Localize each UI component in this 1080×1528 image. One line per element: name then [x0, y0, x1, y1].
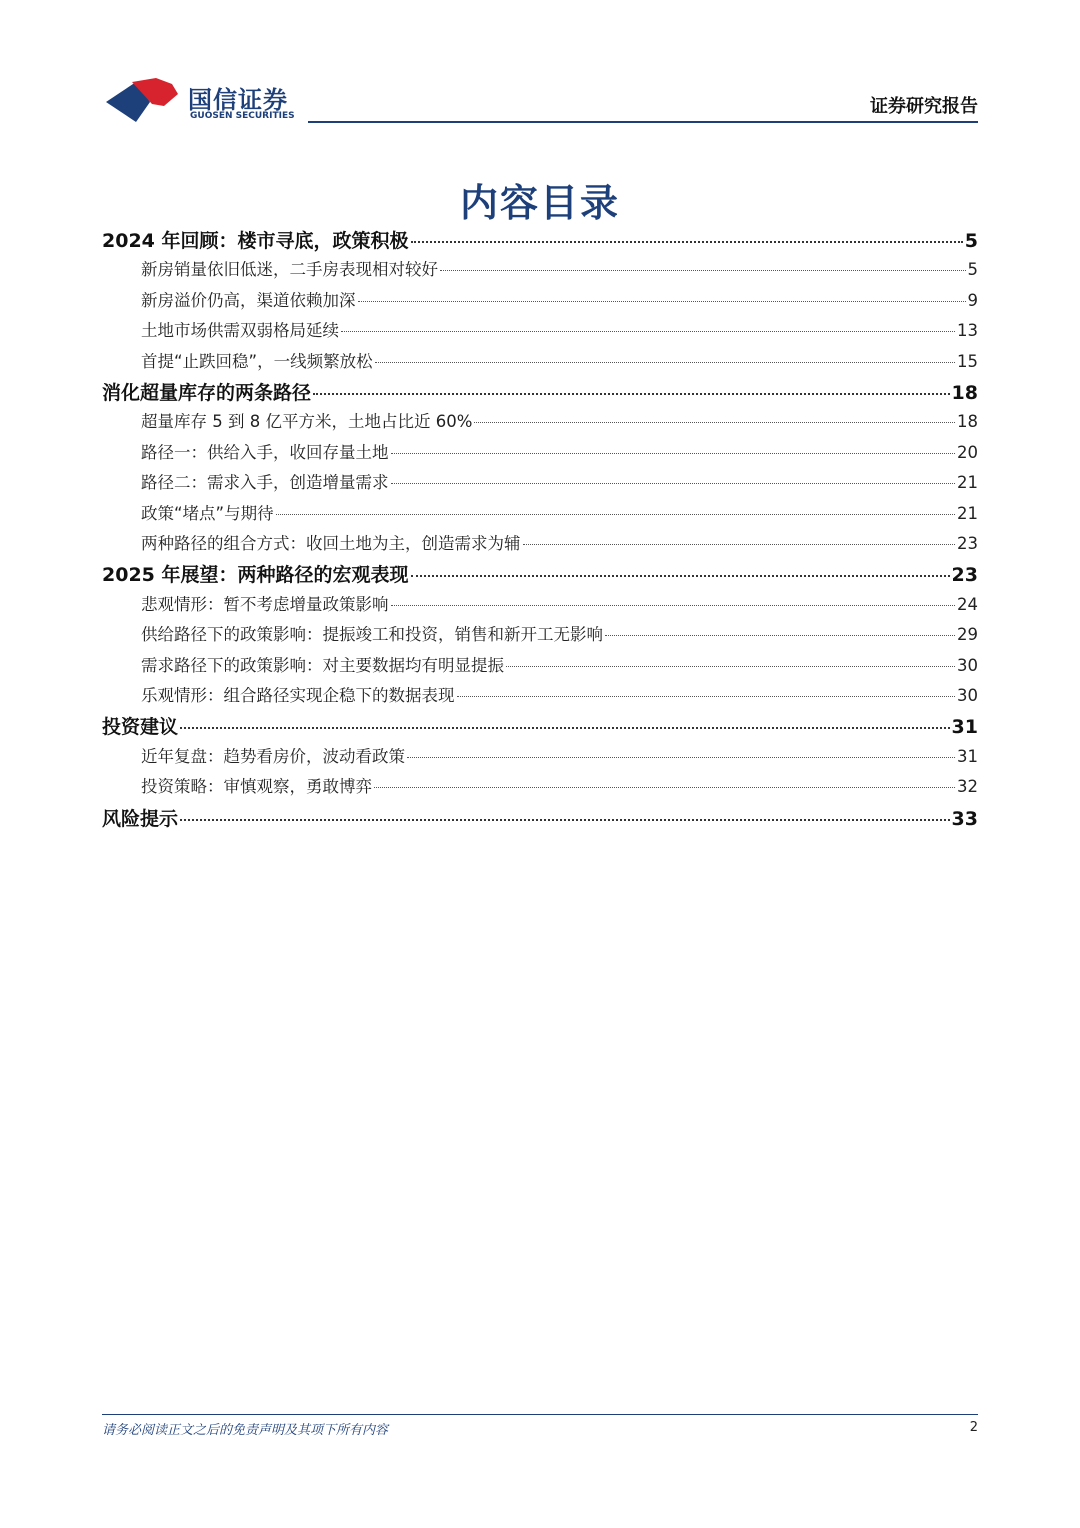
toc-entry-label: 风险提示: [102, 808, 179, 830]
toc-entry-page: 31: [951, 716, 978, 738]
toc-entry-label: 两种路径的组合方式：收回土地为主，创造需求为辅: [141, 534, 521, 553]
toc-entry-page: 24: [957, 595, 978, 614]
toc-entry-label: 悲观情形：暂不考虑增量政策影响: [141, 595, 389, 614]
toc-subsection-entry[interactable]: [141, 530, 978, 554]
toc-entry-page: 30: [957, 686, 978, 705]
toc-subsection-entry[interactable]: [141, 773, 978, 797]
toc-dot-leader: [411, 241, 963, 243]
toc-dot-leader: [391, 453, 956, 454]
logo-english-name: GUOSEN SECURITIES: [190, 111, 295, 121]
toc-entry-page: 5: [964, 230, 978, 252]
toc-entry-page: 32: [957, 777, 978, 796]
toc-subsection-entry[interactable]: [141, 408, 978, 432]
toc-entry-label: 消化超量库存的两条路径: [102, 382, 312, 404]
toc-entry-label: 新房销量依旧低迷，二手房表现相对较好: [141, 260, 438, 279]
toc-entry-label: 新房溢价仍高，渠道依赖加深: [141, 291, 356, 310]
toc-entry-page: 18: [957, 412, 978, 431]
toc-entry-label: 近年复盘：趋势看房价，波动看政策: [141, 747, 405, 766]
toc-subsection-entry[interactable]: [141, 287, 978, 311]
toc-dot-leader: [407, 757, 955, 758]
toc-entry-page: 20: [957, 443, 978, 462]
toc-section-entry[interactable]: [102, 378, 978, 405]
toc-entry-label: 2024 年回顾：楼市寻底，政策积极: [102, 230, 409, 252]
toc-dot-leader: [474, 422, 955, 423]
toc-subsection-entry[interactable]: [141, 682, 978, 706]
toc-subsection-entry[interactable]: [141, 591, 978, 615]
toc-entry-page: 5: [967, 260, 978, 279]
toc-subsection-entry[interactable]: [141, 439, 978, 463]
toc-entry-page: 30: [957, 656, 978, 675]
toc-entry-label: 2025 年展望：两种路径的宏观表现: [102, 564, 409, 586]
toc-dot-leader: [358, 301, 966, 302]
toc-subsection-entry[interactable]: [141, 348, 978, 372]
toc-entry-page: 21: [957, 473, 978, 492]
toc-dot-leader: [375, 362, 955, 363]
logo-mark-icon: [106, 76, 186, 126]
toc-dot-leader: [341, 331, 955, 332]
toc-subsection-entry[interactable]: [141, 469, 978, 493]
toc-entry-label: 路径一：供给入手，收回存量土地: [141, 443, 389, 462]
toc-entry-label: 供给路径下的政策影响：提振竣工和投资，销售和新开工无影响: [141, 625, 603, 644]
toc-entry-label: 首提“止跌回稳”，一线频繁放松: [141, 352, 373, 371]
toc-entry-label: 乐观情形：组合路径实现企稳下的数据表现: [141, 686, 455, 705]
toc-entry-label: 超量库存 5 到 8 亿平方米，土地占比近 60%: [141, 412, 473, 431]
toc-subsection-entry[interactable]: [141, 500, 978, 524]
toc-dot-leader: [506, 666, 955, 667]
toc-entry-page: 33: [951, 808, 978, 830]
toc-entry-label: 需求路径下的政策影响：对主要数据均有明显提振: [141, 656, 504, 675]
toc-dot-leader: [523, 544, 956, 545]
page-title: 内容目录: [459, 181, 620, 225]
toc-entry-page: 29: [957, 625, 978, 644]
toc-subsection-entry[interactable]: [141, 256, 978, 280]
header-divider: [308, 121, 978, 123]
toc-section-entry[interactable]: [102, 226, 978, 253]
toc-section-entry[interactable]: [102, 804, 978, 831]
toc-entry-page: 31: [957, 747, 978, 766]
toc-subsection-entry[interactable]: [141, 621, 978, 645]
toc-entry-page: 23: [957, 534, 978, 553]
toc-entry-page: 23: [951, 564, 978, 586]
toc-subsection-entry[interactable]: [141, 743, 978, 767]
toc-dot-leader: [276, 514, 955, 515]
toc-entry-label: 政策“堵点”与期待: [141, 504, 274, 523]
toc-dot-leader: [180, 819, 950, 821]
toc-dot-leader: [374, 787, 955, 788]
toc-dot-leader: [605, 635, 955, 636]
toc-dot-leader: [391, 605, 956, 606]
toc-entry-page: 21: [957, 504, 978, 523]
disclaimer-note: 请务必阅读正文之后的免责声明及其项下所有内容: [102, 1423, 389, 1438]
toc-dot-leader: [180, 727, 950, 729]
report-type-label: 证券研究报告: [870, 96, 978, 117]
toc-entry-page: 13: [957, 321, 978, 340]
guosen-logo: [106, 76, 296, 126]
toc-dot-leader: [440, 270, 966, 271]
toc-dot-leader: [313, 393, 950, 395]
toc-entry-page: 18: [951, 382, 978, 404]
toc-entry-page: 9: [967, 291, 978, 310]
logo-chinese-name: 国信证券: [188, 86, 288, 114]
toc-entry-label: 路径二：需求入手，创造增量需求: [141, 473, 389, 492]
toc-entry-label: 投资建议: [102, 716, 179, 738]
toc-dot-leader: [457, 696, 956, 697]
toc-entry-label: 土地市场供需双弱格局延续: [141, 321, 339, 340]
toc-section-entry[interactable]: [102, 712, 978, 739]
toc-subsection-entry[interactable]: [141, 652, 978, 676]
toc-entry-label: 投资策略：审慎观察，勇敢博弈: [141, 777, 372, 796]
toc-dot-leader: [391, 483, 956, 484]
toc-entry-page: 15: [957, 352, 978, 371]
footer-divider: [102, 1414, 978, 1415]
toc-subsection-entry[interactable]: [141, 317, 978, 341]
page-number: 2: [969, 1420, 978, 1435]
toc-section-entry[interactable]: [102, 560, 978, 587]
toc-dot-leader: [411, 575, 950, 577]
